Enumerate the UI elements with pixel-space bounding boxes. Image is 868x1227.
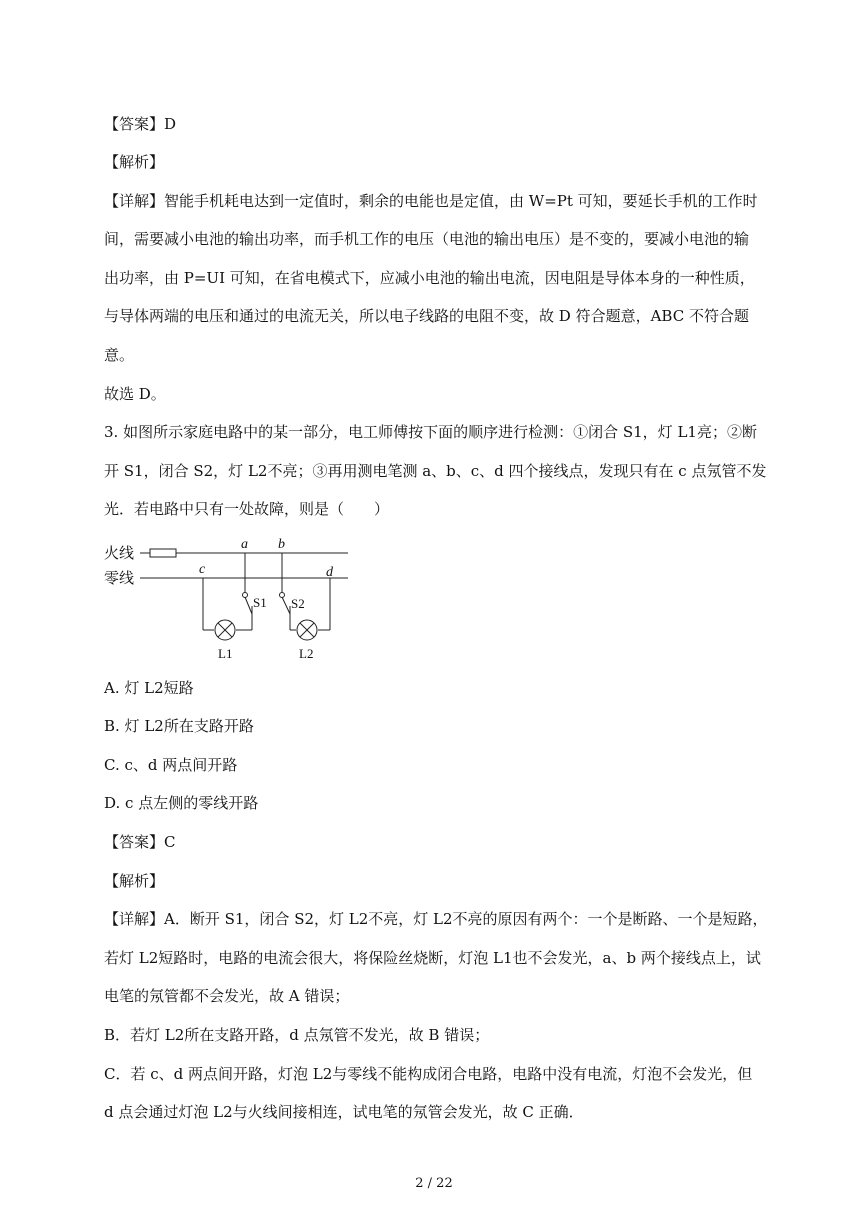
- option-c: C. c、d 两点间开路: [104, 756, 238, 774]
- switch-s1: [245, 597, 252, 614]
- neutral-wire-label: 零线: [104, 571, 135, 587]
- switch-s2: [282, 597, 290, 614]
- point-c-label: c: [199, 562, 206, 577]
- switch-s1-label: S1: [253, 595, 267, 610]
- live-wire-label: 火线: [104, 546, 135, 562]
- prev-answer: 【答案】D: [104, 115, 177, 133]
- circuit-diagram: [100, 534, 360, 664]
- prev-detail-2: 间，需要减小电池的输出功率，而手机工作的电压（电池的输出电压）是不变的，要减小电池的输: [104, 230, 750, 248]
- lamp-l2-label: L2: [299, 646, 314, 661]
- prev-detail-4: 与导体两端的电压和通过的电流无关，所以电子线路的电阻不变，故 D 符合题意，ABC 不符合题: [104, 307, 749, 325]
- switch-s1-pivot: [243, 593, 248, 598]
- q3-stem-1: 3. 如图所示家庭电路中的某一部分，电工师傅按下面的顺序进行检测：①闭合 S1，灯 L1亮；②断: [104, 423, 757, 441]
- prev-detail-3: 出功率，由 P=UI 可知，在省电模式下，应减小电池的输出电流，因电阻是导体本身的一种性质，: [104, 269, 755, 287]
- fuse: [150, 549, 176, 557]
- q3-detail-6: d 点会通过灯泡 L2与火线间接相连，试电笔的氖管会发光，故 C 正确．: [104, 1103, 584, 1121]
- prev-detail-5: 意。: [104, 346, 135, 364]
- option-a: A. 灯 L2短路: [104, 679, 194, 697]
- q3-detail-4: B．若灯 L2所在支路开路，d 点氖管不发光，故 B 错误；: [104, 1026, 490, 1044]
- option-b: B. 灯 L2所在支路开路: [104, 717, 254, 735]
- q3-detail-2: 若灯 L2短路时，电路的电流会很大，将保险丝烧断，灯泡 L1也不会发光，a、b 两个接线点上，试: [104, 949, 761, 967]
- q3-stem-3: 光．若电路中只有一处故障，则是（ ）: [104, 500, 390, 518]
- prev-analysis: 【解析】: [104, 153, 165, 171]
- q3-stem-2: 开 S1，闭合 S2，灯 L2不亮；③再用测电笔测 a、b、c、d 四个接线点，发现只有在 c 点氖管不发: [104, 462, 767, 480]
- point-d-label: d: [326, 565, 333, 580]
- point-a-label: a: [241, 537, 248, 552]
- lamp-l2: [297, 620, 317, 640]
- point-b-label: b: [278, 537, 285, 552]
- prev-detail-1: 【详解】智能手机耗电达到一定值时，剩余的电能也是定值，由 W=Pt 可知，要延长手机的工作时: [104, 192, 758, 210]
- lamp-l1: [215, 620, 235, 640]
- lamp-l1-label: L1: [218, 646, 233, 661]
- prev-choice: 故选 D。: [104, 385, 166, 403]
- q3-detail-1: 【详解】A．断开 S1，闭合 S2，灯 L2不亮，灯 L2不亮的原因有两个：一个是断路、一个是短路，: [104, 910, 768, 928]
- switch-s2-pivot: [280, 593, 285, 598]
- q3-answer: 【答案】C: [104, 833, 176, 851]
- q3-detail-5: C．若 c、d 两点间开路，灯泡 L2与零线不能构成闭合电路，电路中没有电流，灯泡不会发光，但: [104, 1065, 753, 1083]
- option-d: D. c 点左侧的零线开路: [104, 794, 259, 812]
- q3-detail-3: 电笔的氖管都不会发光，故 A 错误；: [104, 987, 350, 1005]
- q3-analysis: 【解析】: [104, 872, 165, 890]
- switch-s2-label: S2: [291, 596, 305, 611]
- page-number: 2 / 22: [415, 1176, 453, 1191]
